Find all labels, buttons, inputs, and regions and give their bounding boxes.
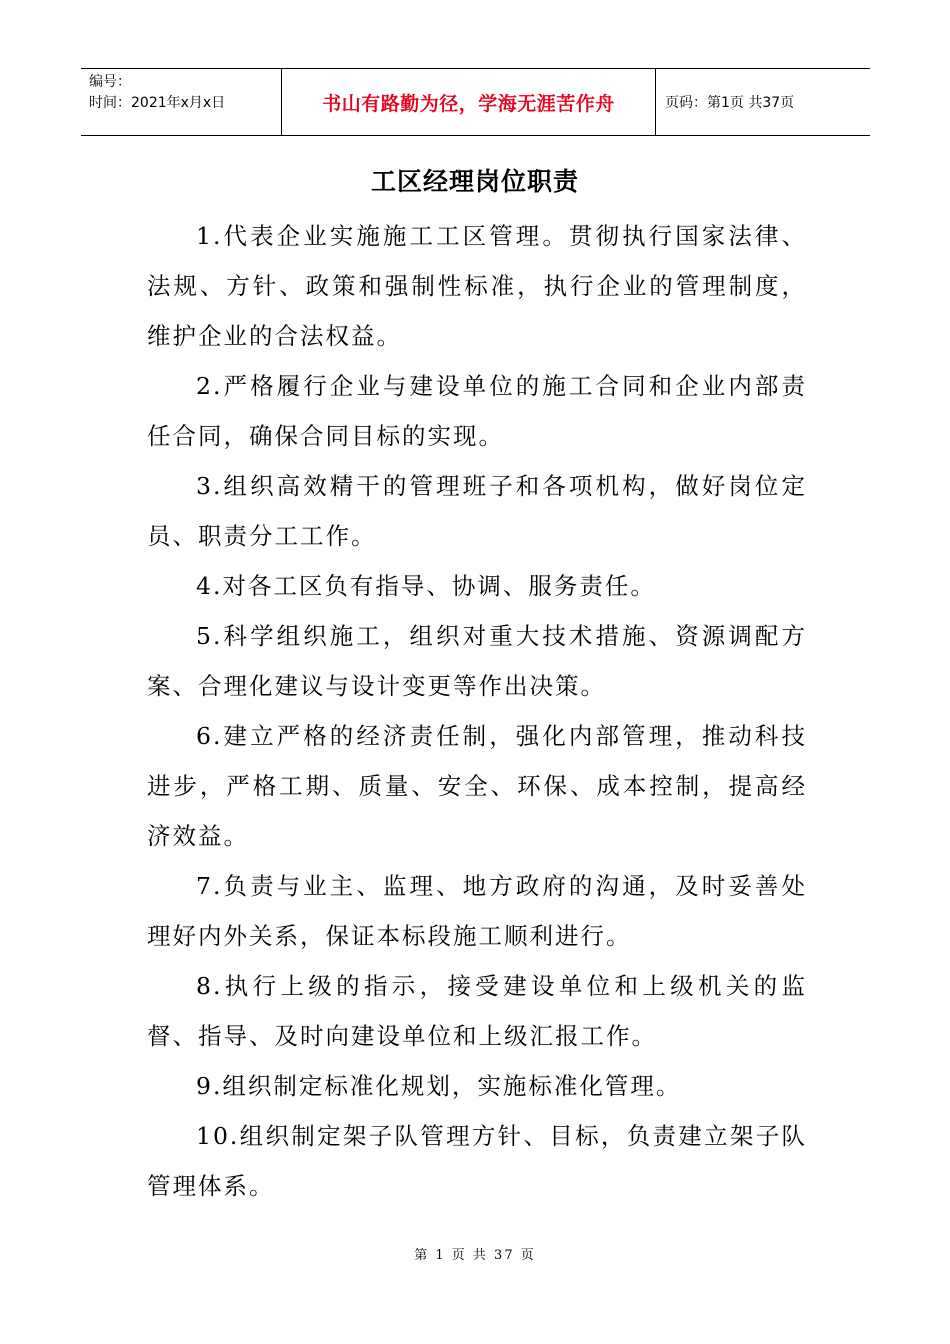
duty-item-4: 4.对各工区负有指导、协调、服务责任。 [196,572,656,600]
duty-item-2: 2.严格履行企业与建设单位的施工合同和企业内部责任合同，确保合同目标的实现。 [147,372,807,450]
document-header [81,68,870,136]
duty-item-7: 7.负责与业主、监理、地方政府的沟通，及时妥善处理好内外关系，保证本标段施工顺利进行。 [147,872,807,950]
document-body [147,211,807,1211]
document-number-label: 编号： [89,74,131,90]
duty-item-3: 3.组织高效精干的管理班子和各项机构，做好岗位定员、职责分工工作。 [147,472,807,550]
page-footer: 第 1 页 共 37 页 [414,1248,536,1263]
duty-item-6: 6.建立严格的经济责任制，强化内部管理，推动科技进步，严格工期、质量、安全、环保、成本控制，提高经济效益。 [147,722,807,850]
document-time-label: 时间：2021年x月x日 [89,95,226,111]
duty-item-5: 5.科学组织施工，组织对重大技术措施、资源调配方案、合理化建议与设计变更等作出决策。 [147,622,807,700]
header-meta-cell [81,69,282,135]
duty-item-9: 9.组织制定标准化规划，实施标准化管理。 [196,1072,682,1100]
duty-item-1: 1.代表企业实施施工工区管理。贯彻执行国家法律、法规、方针、政策和强制性标准，执行企业的管理制度，维护企业的合法权益。 [147,222,807,350]
duty-item-8: 8.执行上级的指示，接受建设单位和上级机关的监督、指导、及时向建设单位和上级汇报工作。 [147,972,807,1050]
header-page-info: 页码：第1页 共37页 [665,95,795,111]
duty-item-10: 10.组织制定架子队管理方针、目标，负责建立架子队管理体系。 [147,1122,807,1200]
document-title: 工区经理岗位职责 [370,167,579,196]
header-motto: 书山有路勤为径，学海无涯苦作舟 [282,69,656,135]
